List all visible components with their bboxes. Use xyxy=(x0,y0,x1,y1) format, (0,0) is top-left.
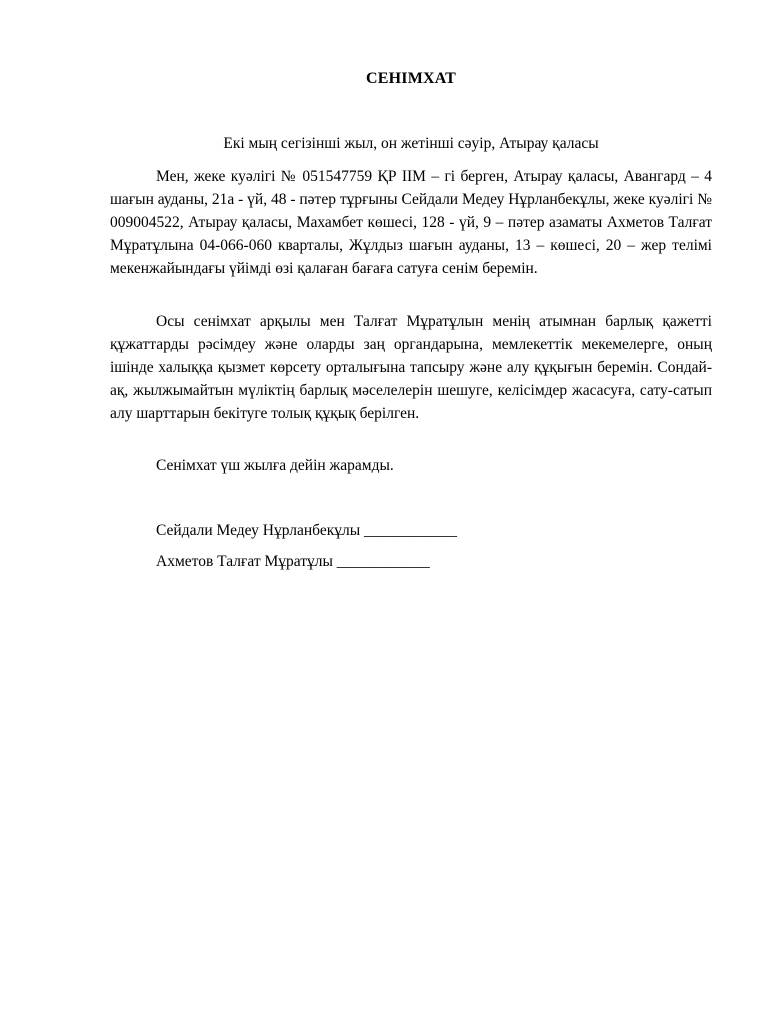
date-place-line: Екі мың сегізінші жыл, он жетінші сәуір, Атырау қаласы xyxy=(223,135,599,152)
paragraph-grant: Мен, жеке куәлігі № 051547759 ҚР ІІМ – гі берген, Атырау қаласы, Авангард – 4 шағын ауданы, 21а - үй, 48 - пәтер тұрғыны Сейдали Медеу Нұрланбекұлы, жеке куәлігі № 009004522, Атырау қаласы, Махамбет көшесі, 128 - үй, 9 – пәтер азаматы Ахметов Талғат Мұратұлына 04-066-060 кварталы, Жұлдыз шағын ауданы, 13 – көшесі, 20 – жер телімі мекенжайындағы үйімді өзі қалаған бағаға сатуға сенім беремін. xyxy=(110,168,712,277)
paragraph-powers: Осы сенімхат арқылы мен Талғат Мұратұлын менің атымнан барлық қажетті құжаттарды рәсімдеу және оларды заң органдарына, мемлекеттік мекемелерге, оның ішінде халыққа қызмет көрсету орталығына тапсыру және алу құқығын беремін. Сондай-ақ, жылжымайтын мүліктің барлық мәселелерін шешуге, келісімдер жасасуға, сату-сатып алу шарттарын бекітуге толық құқық берілген. xyxy=(110,313,712,422)
signature-line-principal: Сейдали Медеу Нұрланбекұлы ____________ xyxy=(156,522,458,539)
document-title: СЕНІМХАТ xyxy=(366,70,456,87)
signature-line-attorney: Ахметов Талғат Мұратұлы ____________ xyxy=(156,553,430,570)
paragraph-validity: Сенімхат үш жылға дейін жарамды. xyxy=(156,457,394,474)
